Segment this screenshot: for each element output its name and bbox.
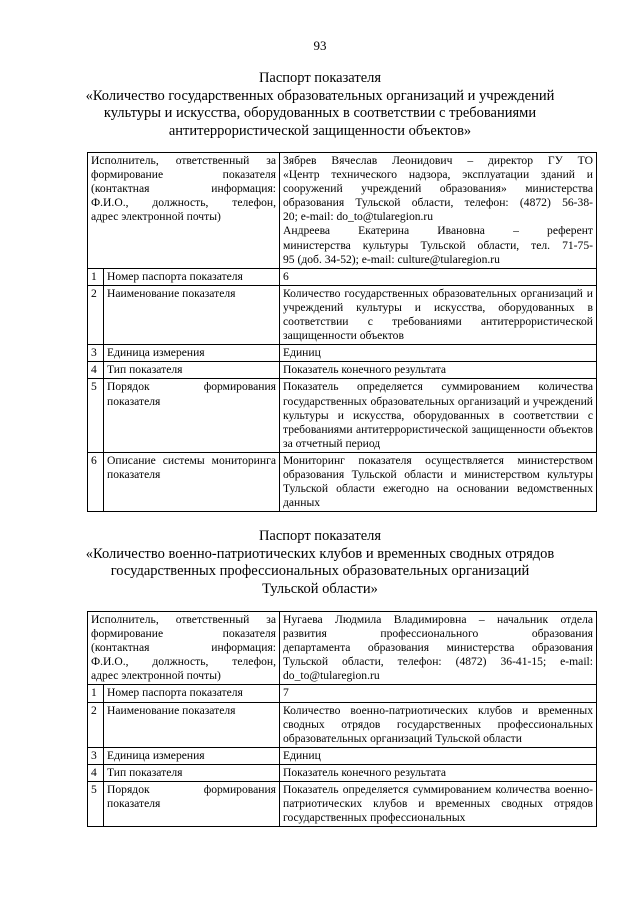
row-number: 5	[88, 782, 104, 827]
row-value: Показатель определяется суммированием количества государственных образовательных организаций и учреждений культуры и искусства, оборудованных в соответствии с требованиями антитеррористической защищенности объектов за отчетный период	[280, 379, 597, 452]
row-value: Единиц	[280, 345, 597, 362]
row-number: 6	[88, 452, 104, 511]
row-number: 4	[88, 362, 104, 379]
executor-value: Зябрев Вячеслав Леонидович – директор ГУ ТО «Центр технического надзора, эксплуатации зданий и сооружений учреждений образования» министерства образования Тульской области, телефон: (4872) 56-38- 20; e-mail: do_to@tularegion.ru Андреева Екатерина Ивановна – референт министерства культуры Тульской области, тел. 71-75- 95 (доб. 34-52); e-mail: culture@tularegion.ru	[280, 153, 597, 269]
table-row	[88, 702, 597, 747]
row-number: 2	[88, 702, 104, 747]
row-label: Номер паспорта показателя	[104, 685, 280, 702]
row-value: 6	[280, 268, 597, 285]
table-row	[88, 782, 597, 827]
passport-title-1	[60, 70, 580, 140]
title-line: культуры и искусства, оборудованных в соответствии с требованиями	[103, 105, 537, 121]
row-number: 4	[88, 764, 104, 781]
title-line: антитеррористической защищенности объектов»	[168, 122, 472, 139]
table-row	[88, 362, 597, 379]
row-number: 1	[88, 268, 104, 285]
row-label: Единица измерения	[104, 345, 280, 362]
executor-value: Нугаева Людмила Владимировна – начальник отдела развития профессионального образования департамента образования министерства образования Тульской области, телефон: (4872) 36-41-15; e-mail: do_to@tularegion.ru	[280, 612, 597, 685]
passport-table-1	[87, 152, 597, 512]
row-value: Количество государственных образовательных организаций и учреждений культуры и искусства, оборудованных в соответствии с требованиями антитеррористической защищенности объектов	[280, 285, 597, 344]
title-line: «Количество государственных образовательных организаций и учреждений	[85, 87, 555, 104]
row-value: Количество военно-патриотических клубов и временных сводных отрядов государственных профессиональных образовательных организаций Тульской области	[280, 702, 597, 747]
row-value: Показатель конечного результата	[280, 362, 597, 379]
row-label: Тип показателя	[104, 362, 280, 379]
row-label: Порядок формирования показателя	[104, 782, 280, 827]
table-row	[88, 345, 597, 362]
table-row	[88, 285, 597, 344]
title-line: Тульской области»	[262, 580, 378, 597]
row-value: Единиц	[280, 747, 597, 764]
row-value: Показатель конечного результата	[280, 764, 597, 781]
executor-label: Исполнитель, ответственный за формирование показателя (контактная информация: Ф.И.О., должность, телефон, адрес электронной почты)	[88, 612, 280, 685]
row-label: Наименование показателя	[104, 702, 280, 747]
row-value: 7	[280, 685, 597, 702]
row-label: Единица измерения	[104, 747, 280, 764]
table-row	[88, 268, 597, 285]
title-line: «Количество военно-патриотических клубов и временных сводных отрядов	[85, 545, 555, 562]
row-number: 1	[88, 685, 104, 702]
row-number: 3	[88, 747, 104, 764]
executor-label: Исполнитель, ответственный за формирование показателя (контактная информация: Ф.И.О., должность, телефон, адрес электронной почты)	[88, 153, 280, 269]
executor-row	[88, 612, 597, 685]
table-row	[88, 764, 597, 781]
row-number: 3	[88, 345, 104, 362]
table-row	[88, 685, 597, 702]
passport-table-2	[87, 611, 597, 827]
row-number: 5	[88, 379, 104, 452]
row-label: Описание системы мониторинга показателя	[104, 452, 280, 511]
row-label: Тип показателя	[104, 764, 280, 781]
row-label: Номер паспорта показателя	[104, 268, 280, 285]
table-row	[88, 452, 597, 511]
table-row	[88, 747, 597, 764]
row-value: Показатель определяется суммированием количества военно-патриотических клубов и временных сводных отрядов государственных профессиональных	[280, 782, 597, 827]
row-label: Наименование показателя	[104, 285, 280, 344]
executor-row	[88, 153, 597, 269]
table-row	[88, 379, 597, 452]
title-line: Паспорт показателя	[258, 70, 382, 86]
row-number: 2	[88, 285, 104, 344]
row-value: Мониторинг показателя осуществляется министерством образования Тульской области и министерством культуры Тульской области ежегодно на основании ведомственных данных	[280, 452, 597, 511]
row-label: Порядок формирования показателя	[104, 379, 280, 452]
passport-title-2	[60, 528, 580, 598]
page-number: 93	[313, 38, 327, 53]
title-line: государственных профессиональных образовательных организаций	[110, 563, 530, 579]
title-line: Паспорт показателя	[258, 528, 382, 544]
